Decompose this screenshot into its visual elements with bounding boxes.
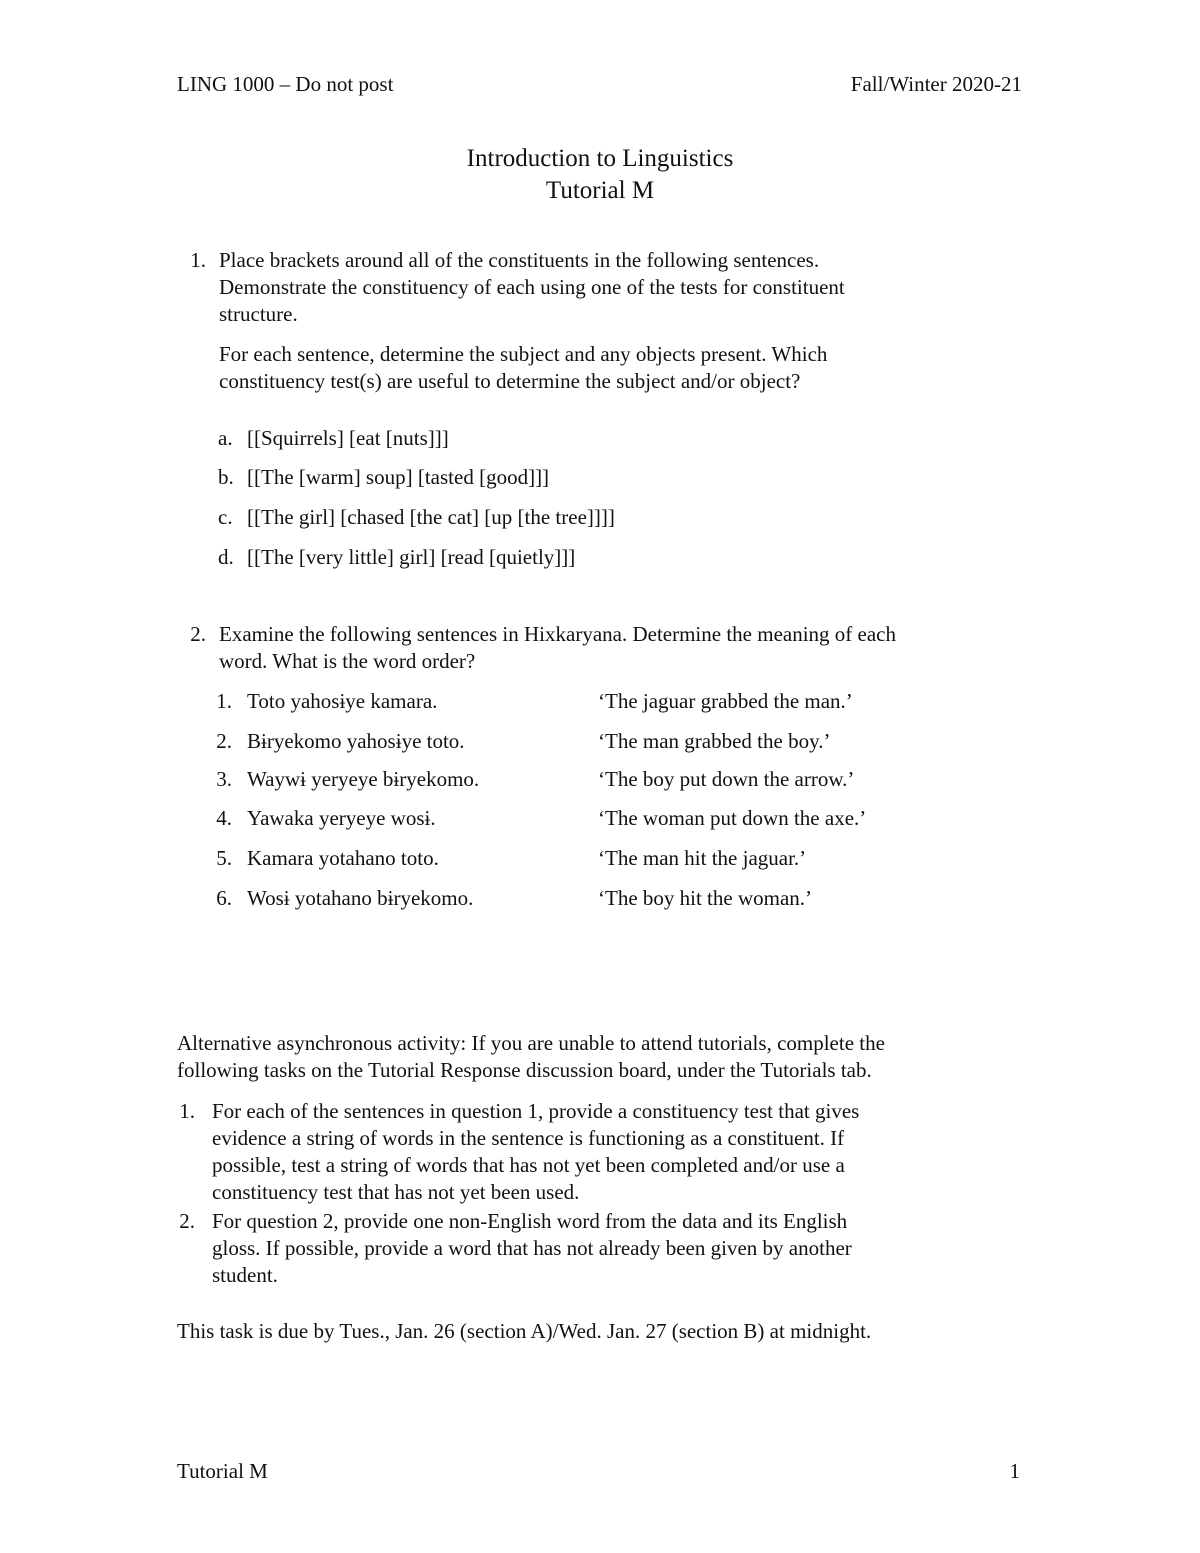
header-term: Fall/Winter 2020-21 — [850, 72, 1022, 96]
hixkaryana-sentence: Kamara yotahano toto. — [247, 846, 439, 870]
english-gloss: ‘The woman put down the axe.’ — [598, 806, 867, 830]
header-course: LING 1000 – Do not post — [177, 72, 394, 96]
task-number: 1. — [179, 1099, 195, 1123]
question-1-instruction-line: Place brackets around all of the constituents in the following sentences. — [219, 248, 820, 272]
english-gloss: ‘The boy hit the woman.’ — [598, 886, 813, 910]
alternative-intro-line: Alternative asynchronous activity: If you are unable to attend tutorials, complete the — [177, 1031, 885, 1055]
english-gloss: ‘The jaguar grabbed the man.’ — [598, 689, 853, 713]
english-gloss: ‘The man hit the jaguar.’ — [598, 846, 807, 870]
sentence-label: d. — [218, 545, 234, 569]
page-title: Introduction to Linguistics — [466, 145, 734, 172]
question-2-instruction-line: word. What is the word order? — [219, 649, 476, 673]
sentence-label: a. — [218, 426, 233, 450]
hixkaryana-sentence: Wosɨ yotahano bɨryekomo. — [247, 886, 474, 910]
task-text — [212, 1098, 1012, 1206]
sentence-label: c. — [218, 505, 233, 529]
data-number: 1. — [216, 689, 232, 713]
question-2-instruction-line: Examine the following sentences in Hixkaryana. Determine the meaning of each — [219, 622, 897, 646]
page-number: 1 — [1009, 1459, 1020, 1483]
page-subtitle: Tutorial M — [545, 177, 655, 204]
question-2-instructions — [219, 621, 1019, 675]
question-1-followup-line: constituency test(s) are useful to determine the subject and/or object? — [219, 369, 801, 393]
task-line: For question 2, provide one non-English word from the data and its English — [212, 1209, 848, 1233]
hixkaryana-sentence: Bɨryekomo yahosɨye toto. — [247, 729, 465, 753]
hixkaryana-sentence: Yawaka yeryeye wosɨ. — [247, 806, 436, 830]
english-gloss: ‘The man grabbed the boy.’ — [598, 729, 831, 753]
task-line: For each of the sentences in question 1, provide a constituency test that gives — [212, 1099, 860, 1123]
hixkaryana-sentence: Waywɨ yeryeye bɨryekomo. — [247, 767, 480, 791]
sentence-text: [[The girl] [chased [the cat] [up [the tree]]]] — [247, 505, 615, 529]
data-number: 4. — [216, 806, 232, 830]
data-number: 5. — [216, 846, 232, 870]
task-text — [212, 1208, 1012, 1289]
sentence-label: b. — [218, 465, 234, 489]
task-line: evidence a string of words in the sentence is functioning as a constituent. If — [212, 1126, 845, 1150]
data-number: 6. — [216, 886, 232, 910]
question-1-instruction-line: Demonstrate the constituency of each using one of the tests for constituent — [219, 275, 845, 299]
task-line: gloss. If possible, provide a word that has not already been given by another — [212, 1236, 852, 1260]
sentence-text: [[The [warm] soup] [tasted [good]]] — [247, 465, 550, 489]
task-line: student. — [212, 1263, 278, 1287]
sentence-text: [[Squirrels] [eat [nuts]]] — [247, 426, 449, 450]
task-line: possible, test a string of words that has not yet been completed and/or use a — [212, 1153, 845, 1177]
sentence-text: [[The [very little] girl] [read [quietly]]] — [247, 545, 576, 569]
question-2-number: 2. — [190, 622, 206, 646]
question-1-followup — [219, 341, 1019, 395]
question-1-instructions — [219, 247, 1019, 328]
alternative-intro-line: following tasks on the Tutorial Response discussion board, under the Tutorials tab. — [177, 1058, 872, 1082]
data-number: 2. — [216, 729, 232, 753]
question-1-followup-line: For each sentence, determine the subject and any objects present. Which — [219, 342, 828, 366]
hixkaryana-sentence: Toto yahosɨye kamara. — [247, 689, 438, 713]
footer-label: Tutorial M — [177, 1459, 268, 1483]
task-line: constituency test that has not yet been used. — [212, 1180, 580, 1204]
due-date-notice: This task is due by Tues., Jan. 26 (section A)/Wed. Jan. 27 (section B) at midnight. — [177, 1319, 872, 1343]
english-gloss: ‘The boy put down the arrow.’ — [598, 767, 855, 791]
task-number: 2. — [179, 1209, 195, 1233]
question-1-number: 1. — [190, 248, 206, 272]
question-1-instruction-line: structure. — [219, 302, 298, 326]
data-number: 3. — [216, 767, 232, 791]
alternative-activity-intro — [177, 1030, 1037, 1084]
